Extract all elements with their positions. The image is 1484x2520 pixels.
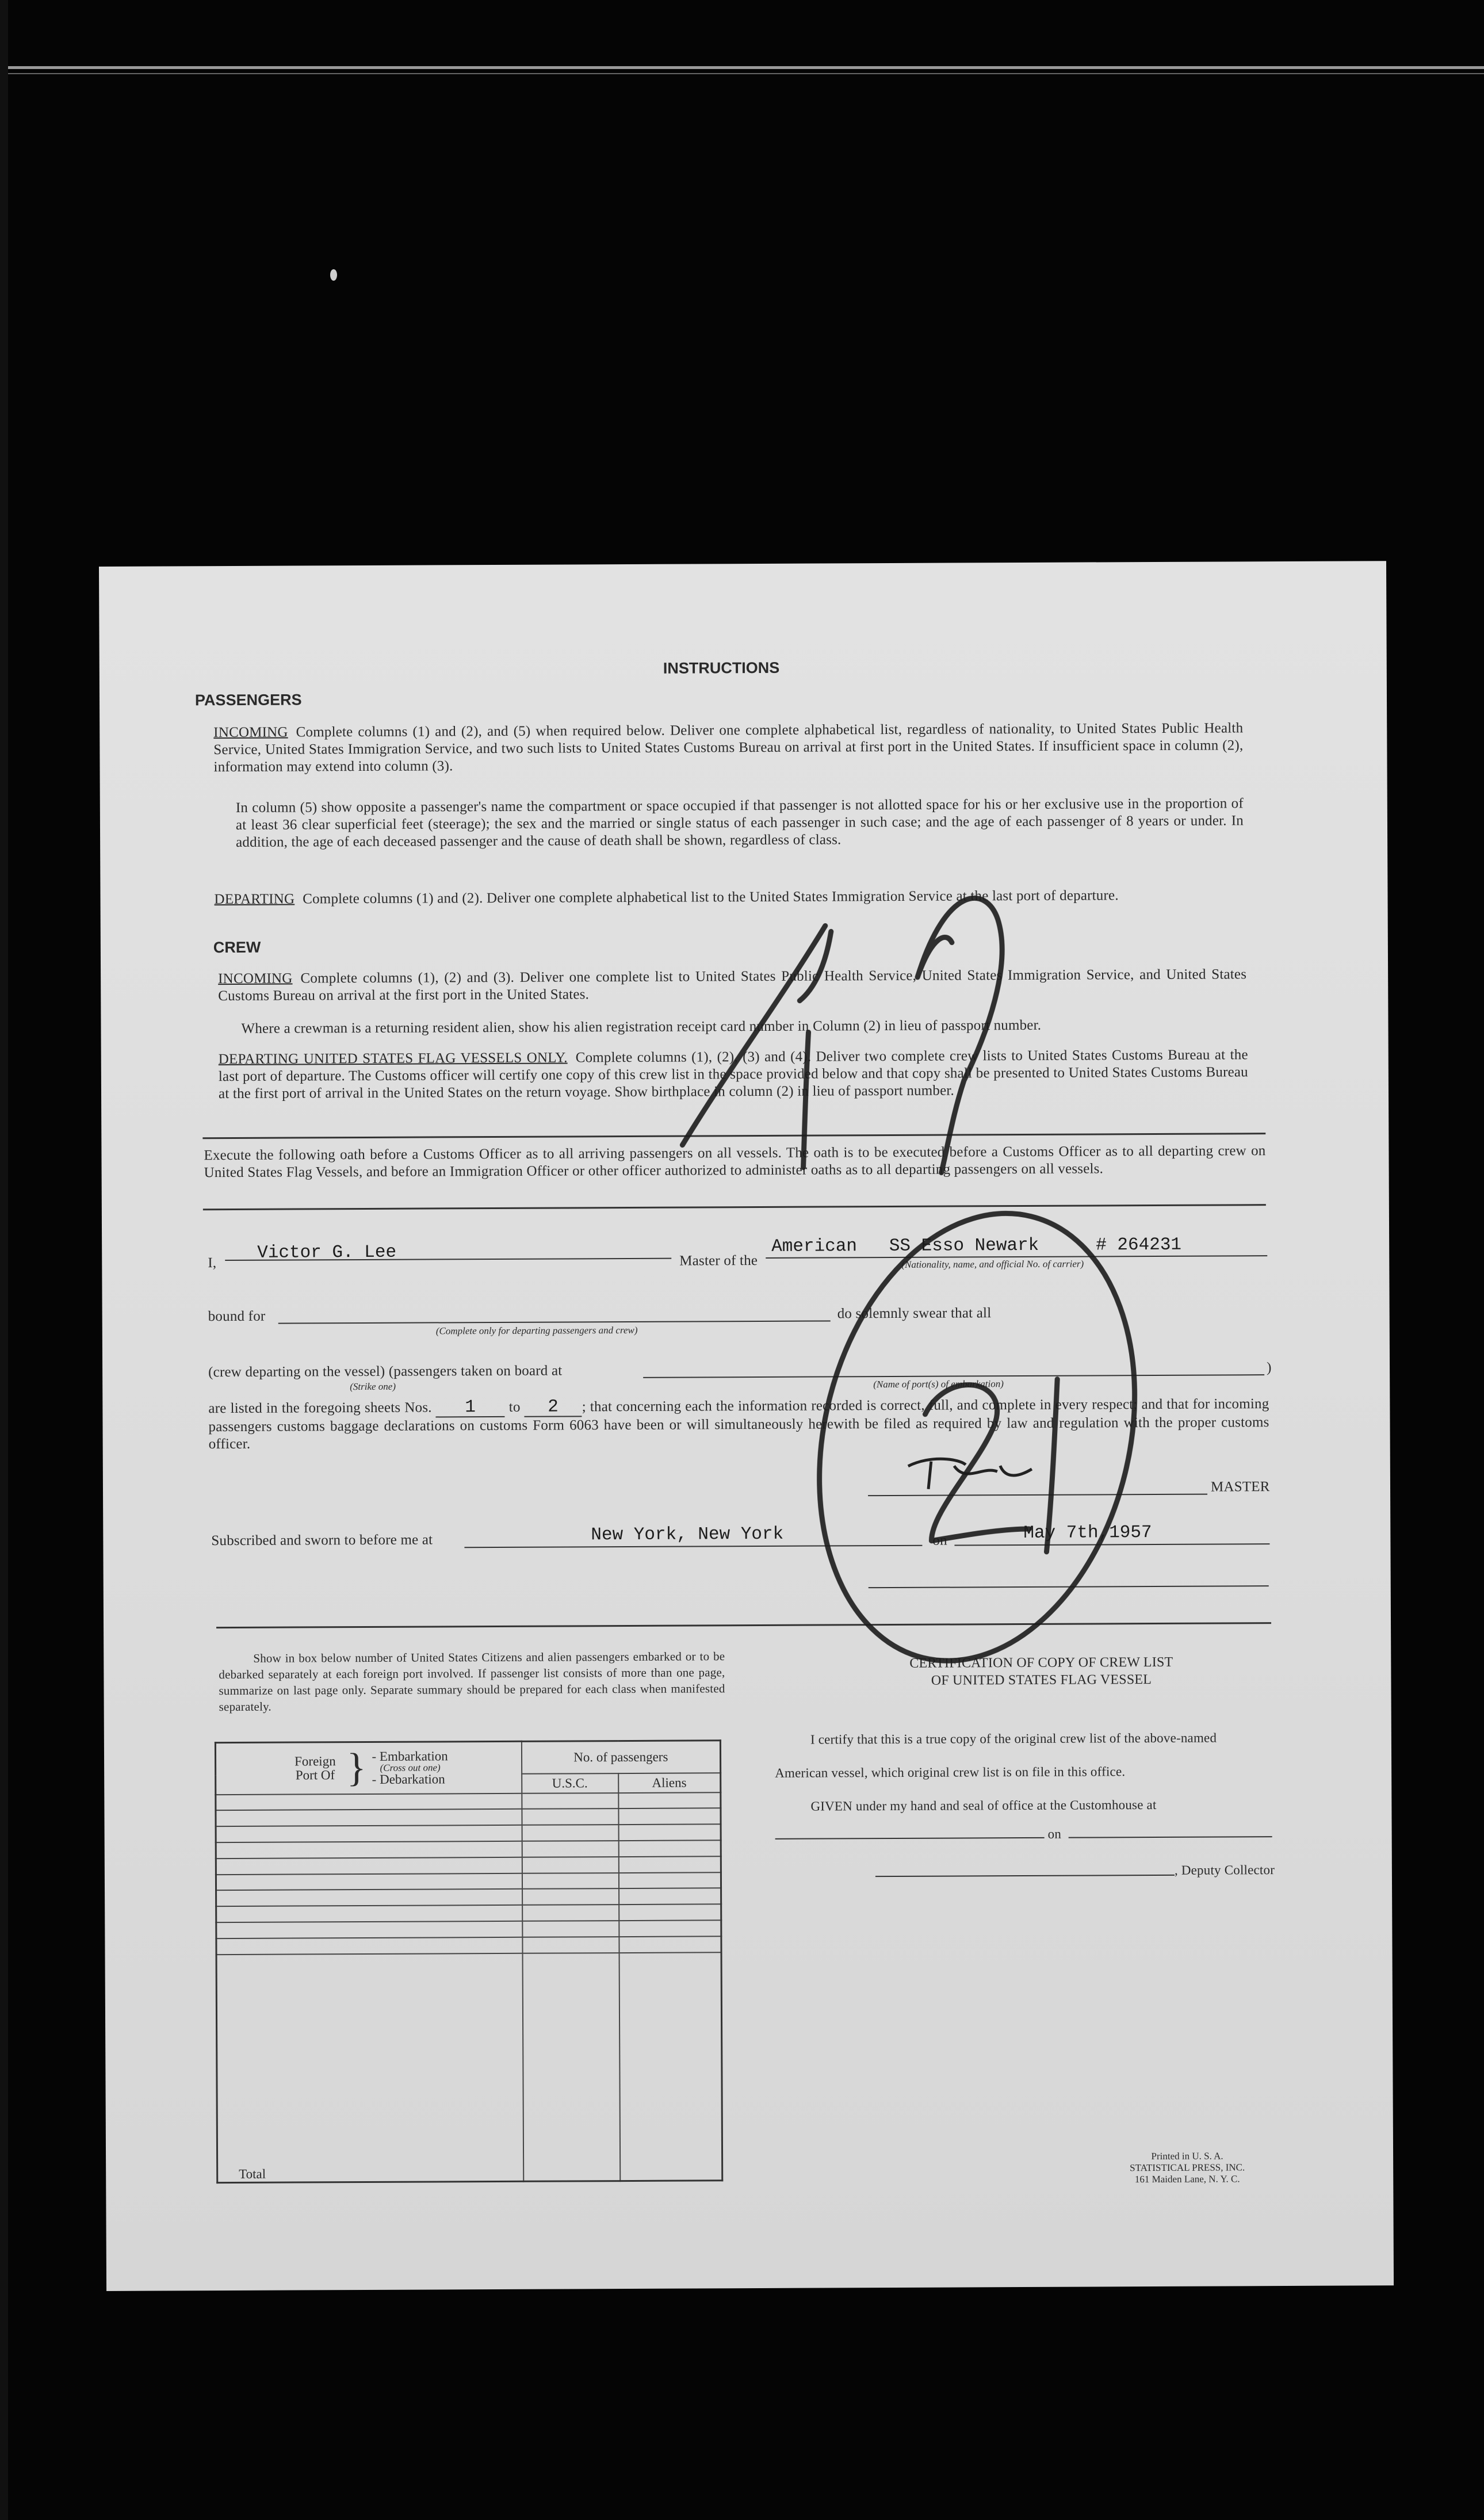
ports-caption: (Name of port(s) of embarkation) [873,1378,1004,1390]
deputy-collector-label: , Deputy Collector [1174,1863,1275,1877]
summary-note: Show in box below number of United States Citizens and alien passengers embarked or to be debarked separately at each foreign port involved. If passenger list consists of more than one page, summarize on last page only. Separate summary should be prepared for each class when manifested separately. [219,1649,725,1714]
given-text: GIVEN under my hand and seal of office at the Customhouse at [810,1797,1157,1814]
given-date-line [1069,1825,1272,1838]
table-row [216,1888,721,1907]
crew-departing-clause: (crew departing on the vessel) (passengers taken on board at [208,1363,563,1381]
sheets-text: ; that concerning each the information recorded is correct, full, and complete in every respect; and that for incoming passengers customs baggage declarations on customs Form 6063 have been or will simultaneously herewith be filed as required by law and regulation with the proper customs officer. [208,1396,1269,1452]
incoming-label: INCOMING [213,724,288,741]
sworn-place: New York, New York [591,1524,784,1546]
sheet-to: 2 [525,1398,582,1417]
official-number: # 264231 [1096,1234,1182,1256]
column5-paragraph: In column (5) show opposite a passenger's name the compartment or space occupied if that passenger is not allotted space for his or her exclusive use in the proportion of at least 36 clear superficial feet (steerage); the sex and the married or single status of each passenger in such case; and the age of each passenger of 8 years or under. In addition, the age of each deceased passenger and the cause of death shall be shown, regardless of class. [235,796,1244,850]
printer-imprint [1112,2150,1262,2185]
crew-heading: CREW [213,938,261,957]
vessel-name: American SS Esso Newark [771,1235,1039,1257]
to-label: to [508,1399,521,1415]
sworn-on-label: on [932,1532,947,1548]
brace-glyph: } [346,1745,366,1790]
table-row [216,1840,721,1859]
crew-departing-label: DEPARTING UNITED STATES FLAG VESSELS ONLY. [218,1050,568,1068]
usc-header: U.S.C. [522,1773,618,1794]
passengers-incoming-text: Complete columns (1) and (2), and (5) when required below. Deliver one complete alphabetical list, regardless of nationality, to United States Public Health Service, United States Immigration Service, and two such lists to United States Customs Bureau on arrival at first port in the United States. If insufficient space in column (2), information may extend into column (3). [213,720,1244,775]
embarkation-option: - Embarkation [372,1749,448,1764]
divider [203,1204,1266,1210]
crew-departing-paragraph [219,1046,1248,1103]
printer-line2: STATISTICAL PRESS, INC. [1130,2162,1245,2174]
no-of-passengers-header: No. of passengers [521,1741,720,1774]
certification-title [823,1653,1260,1689]
table-row [216,1872,721,1891]
passengers-departing-text: Complete columns (1) and (2). Deliver one complete alphabetical list to the United States Immigration Service at the last port of departure. [303,888,1119,907]
foreign-port-header [215,1741,521,1794]
deputy-collector-line [875,1863,1175,1877]
printer-line1: Printed in U. S. A. [1151,2150,1223,2162]
cross-out-one-caption: (Cross out one) [380,1762,441,1773]
resident-alien-paragraph: Where a crewman is a returning resident alien, show his alien registration receipt card number in Column (2) in lieu of passport number. [241,1017,1042,1037]
table-row [216,1905,721,1923]
dust-speck [330,269,337,281]
crew-incoming-text: Complete columns (1), (2) and (3). Deliver one complete list to United States Public Health Service, United States Immigration Service, and United States Customs Bureau on arrival at the first port in the United States. [218,966,1247,1004]
sheets-prefix: are listed in the foregoing sheets Nos. [208,1399,432,1417]
crew-incoming-paragraph [218,966,1246,1005]
total-label: Total [216,1953,523,2183]
divider [202,1133,1265,1139]
given-on-label: on [1047,1826,1062,1841]
film-scan-line [0,73,1484,74]
vessel-caption: (Nationality, name, and official No. of carrier) [901,1258,1084,1270]
master-label: MASTER [1210,1479,1270,1495]
passengers-heading: PASSENGERS [194,691,302,709]
swear-label: do solemnly swear that all [837,1305,992,1322]
oath-intro: Execute the following oath before a Customs Officer as to all arriving passengers on all vessels. The oath is to be executed before a Customs Officer as to all departing crew on United States Flag Vessels, and before an Immigration Officer or other officer authorized to administer oaths as to all departing passengers on all vessels. [204,1143,1266,1181]
officer-signature-line [869,1580,1269,1588]
document-page [99,561,1394,2291]
bound-for-label: bound for [208,1308,266,1325]
crew-incoming-label: INCOMING [218,970,293,987]
certify-text: I certify that this is a true copy of the original crew list of the above-named [810,1730,1217,1747]
subscribed-label: Subscribed and sworn to before me at [211,1532,433,1549]
departing-label: DEPARTING [214,891,295,908]
strike-one-caption: (Strike one) [350,1381,396,1393]
sheets-paragraph [208,1395,1269,1453]
sheet-from: 1 [436,1399,505,1418]
master-signature [897,1448,1046,1495]
sworn-date: May 7th,1957 [1023,1523,1152,1544]
foreign-port-of-label: Foreign Port Of [294,1753,336,1783]
certify-text-2: American vessel, which original crew list is on file in this office. [775,1764,1126,1780]
close-paren: ) [1267,1360,1272,1376]
bound-for-line [278,1305,831,1324]
divider [216,1622,1271,1628]
passenger-summary-table [215,1739,723,2184]
certification-title-line1: CERTIFICATION OF COPY OF CREW LIST [909,1654,1173,1671]
film-edge [0,0,8,2520]
film-scan-line [0,66,1484,69]
customhouse-line [775,1826,1045,1840]
embarkation-ports-line [643,1358,1264,1378]
table-row [216,1936,721,1955]
master-name: Victor G. Lee [257,1242,397,1263]
oath-i-label: I, [208,1255,217,1271]
bound-for-caption: (Complete only for departing passengers and crew) [435,1324,638,1337]
crew-departing-text: Complete columns (1), (2), (3) and (4). Deliver two complete crew lists to United States Customs Bureau at the last port of departure. The Customs officer will certify one copy of this crew list in the space provided below and that copy shall be presented to United States Customs Bureau at the first port of arrival in the United States on the return voyage. Show birthplace in column (2) in lieu of passport number. [218,1047,1248,1102]
table-row [216,1824,721,1842]
instructions-title: INSTRUCTIONS [663,659,780,677]
aliens-header: Aliens [618,1773,721,1793]
table-row [216,1808,721,1827]
master-of-label: Master of the [679,1253,758,1269]
table-row [216,1792,721,1811]
table-row [216,1856,721,1875]
passengers-departing-paragraph [214,886,1244,908]
certification-title-line2: OF UNITED STATES FLAG VESSEL [931,1672,1152,1688]
debarkation-option: - Debarkation [372,1772,445,1787]
printer-line3: 161 Maiden Lane, N. Y. C. [1134,2173,1240,2185]
table-row-total [216,1952,722,2183]
table-row [216,1920,721,1938]
passengers-incoming-paragraph [213,720,1243,776]
